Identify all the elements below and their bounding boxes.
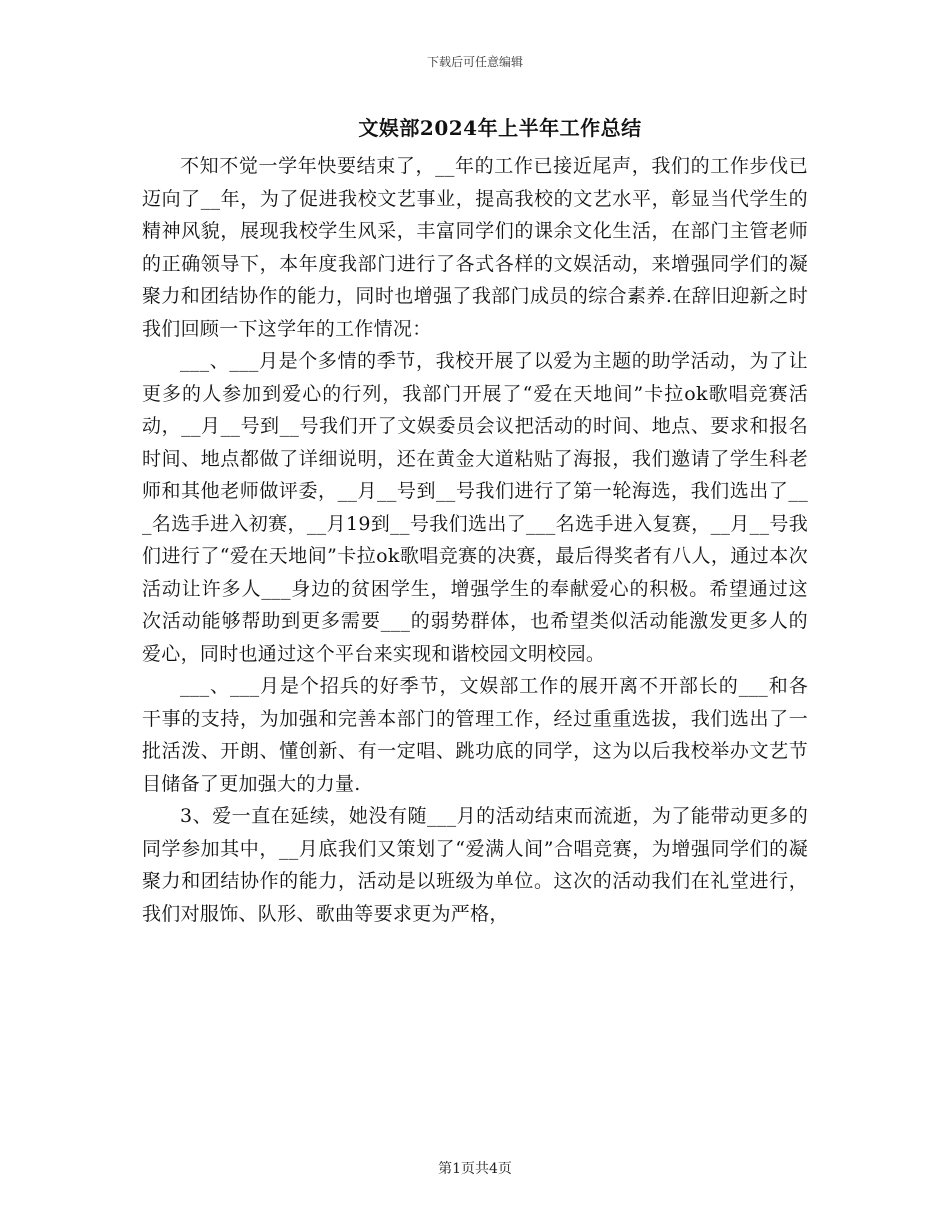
document-body: [142, 150, 808, 930]
paragraph-recruitment: ___、___月是个招兵的好季节，文娱部工作的展开离不开部长的___和各干事的支持，为加强和完善本部门的管理工作，经过重重选拔，我们选出了一批活泼、开朗、懂创新、有一定唱、跳功底的同学，这为以后我校举办文艺节目储备了更加强大的力量.: [142, 675, 808, 795]
paragraph-intro: 不知不觉一学年快要结束了，__年的工作已接近尾声，我们的工作步伐已迈向了__年，为了促进我校文艺事业，提高我校的文艺水平，彰显当代学生的精神风貌，展现我校学生风采，丰富同学们的课余文化生活，在部门主管老师的正确领导下，本年度我部门进行了各式各样的文娱活动，来增强同学们的凝聚力和团结协作的能力，同时也增强了我部门成员的综合素养.在辞旧迎新之时我们回顾一下这学年的工作情况：: [142, 155, 808, 340]
page-header: 下载后可任意编辑: [426, 55, 523, 69]
document-title: 文娱部2024年上半年工作总结: [358, 116, 642, 140]
page-footer: 第1页共4页: [438, 1161, 512, 1177]
paragraph-chorus-contest: 3、爱一直在延续，她没有随___月的活动结束而流逝，为了能带动更多的同学参加其中，__月底我们又策划了“爱满人间”合唱竞赛，为增强同学们的凝聚力和团结协作的能力，活动是以班级为单位。这次的活动我们在礼堂进行，我们对服饰、队形、歌曲等要求更为严格，: [142, 805, 808, 925]
paragraph-karaoke-contest: ___、___月是个多情的季节，我校开展了以爱为主题的助学活动，为了让更多的人参加到爱心的行列，我部门开展了“爱在天地间”卡拉ok歌唱竞赛活动，__月__号到__号我们开了文娱委员会议把活动的时间、地点、要求和报名时间、地点都做了详细说明，还在黄金大道粘贴了海报，我们邀请了学生科老师和其他老师做评委，__月__号到__号我们进行了第一轮海选，我们选出了___名选手进入初赛，__月19到__号我们选出了___名选手进入复赛，__月__号我们进行了“爱在天地间”卡拉ok歌唱竞赛的决赛，最后得奖者有八人，通过本次活动让许多人___身边的贫困学生，增强学生的奉献爱心的积极。希望通过这次活动能够帮助到更多需要___的弱势群体，也希望类似活动能激发更多人的爱心，同时也通过这个平台来实现和谐校园文明校园。: [142, 350, 808, 665]
